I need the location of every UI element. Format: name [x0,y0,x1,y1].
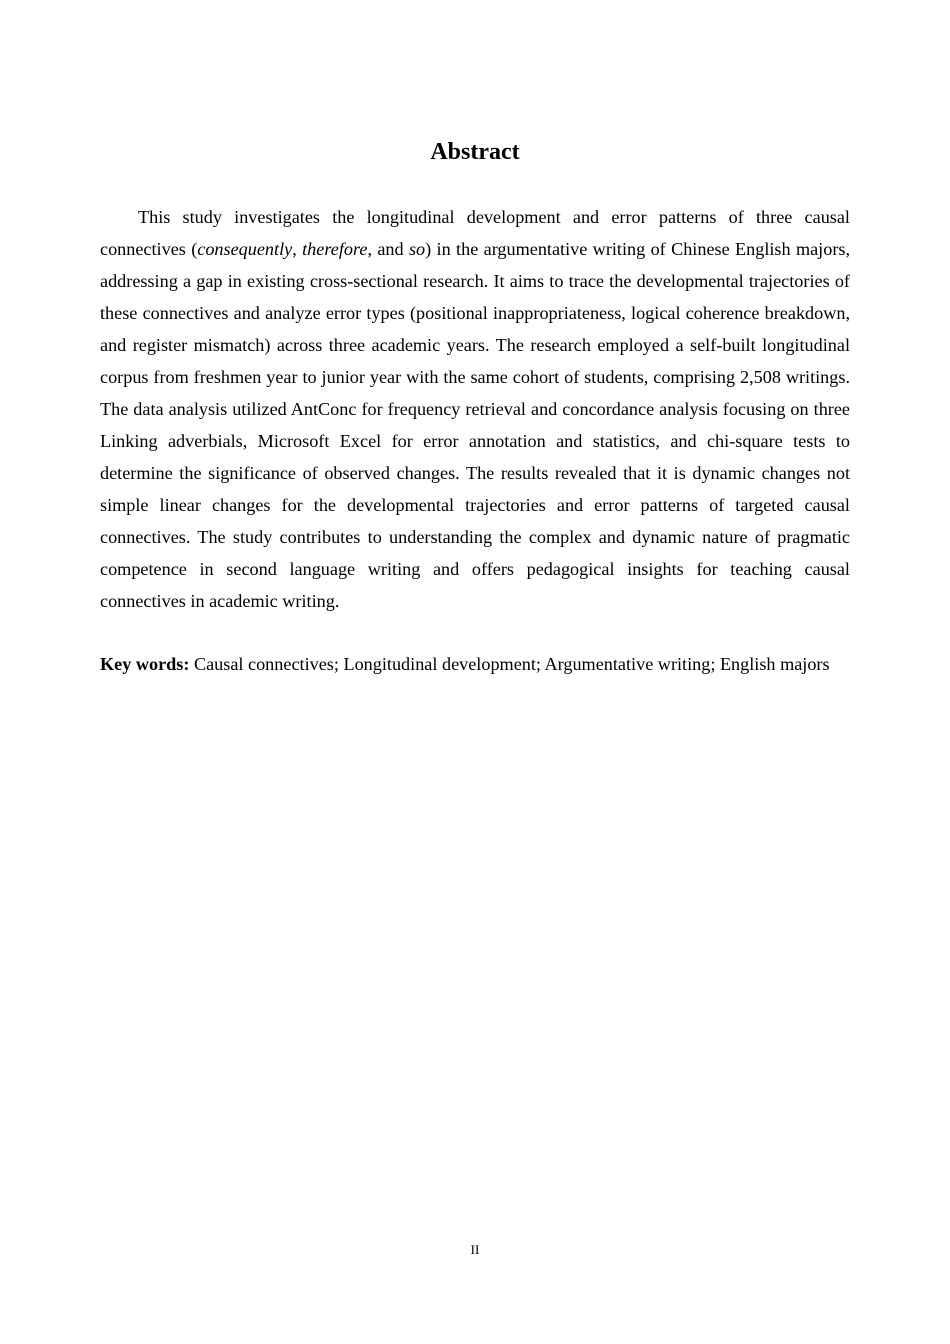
connective-term-so: so [408,239,426,259]
keywords-line [100,648,850,680]
page-number: II [470,1242,480,1257]
abstract-title: Abstract [430,139,520,165]
abstract-text-start: This study investigates the longitudinal development and error patterns of three causal connectives ( [100,207,850,259]
connective-term-consequently: consequently [197,239,293,259]
keywords-text: Causal connectives; Longitudinal development; Argumentative writing; English majors [193,654,830,674]
abstract-separator-2: , and [367,239,409,259]
abstract-paragraph [100,201,850,617]
abstract-separator-1: , [292,239,303,259]
keywords-label: Key words: [100,654,190,674]
abstract-text-rest: ) in the argumentative writing of Chinese English majors, addressing a gap in existing cross-sectional research. It aims to trace the developmental trajectories of these connectives and analyze error types (positional inappropriateness, logical coherence breakdown, and register mismatch) across three academic years. The research employed a self-built longitudinal corpus from freshmen year to junior year with the same cohort of students, comprising 2,508 writings. The data analysis utilized AntConc for frequency retrieval and concordance analysis focusing on three Linking adverbials, Microsoft Excel for error annotation and statistics, and chi-square tests to determine the significance of observed changes. The results revealed that it is dynamic changes not simple linear changes for the developmental trajectories and error patterns of targeted causal connectives. The study contributes to understanding the complex and dynamic nature of pragmatic competence in second language writing and offers pedagogical insights for teaching causal connectives in academic writing. [100,239,851,611]
connective-term-therefore: therefore [302,239,368,259]
